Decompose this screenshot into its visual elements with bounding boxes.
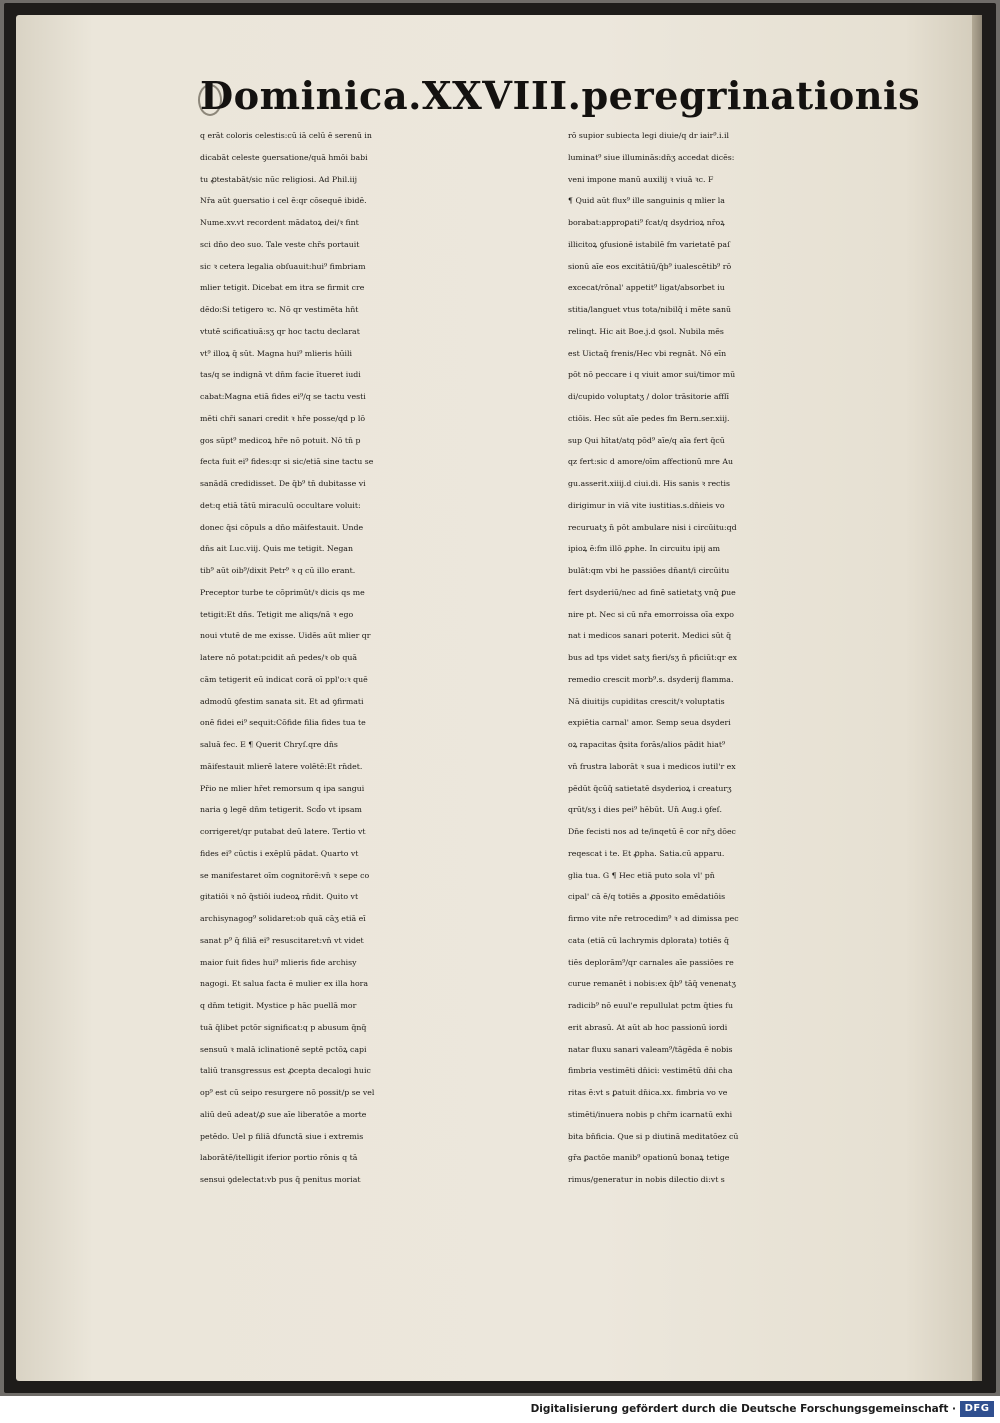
text-line: rimus/generatur in nobis dilectio di:vt s bbox=[568, 1175, 725, 1184]
text-line: Nr̄a aūt ꝯuersatio i cel ē:qr cōsequē ibidē. bbox=[200, 196, 367, 206]
text-line: ipioꝝ ē:fm illō ꝓphe. In circuitu ipij am bbox=[568, 544, 721, 554]
text-line: relinqt. Hic ait Boe.j.d ꝯsol. Nubila mēs bbox=[568, 326, 724, 336]
text-line: Dn̄e fecisti nos ad te/inqetū ē cor nr̄ʒ dōec bbox=[568, 827, 736, 836]
text-line: latere nō potat:pcidit an̄ pedes/ꝛ ob quā bbox=[200, 653, 358, 662]
text-line: fides ei⁹ cūctis i exēplū pādat. Quarto vt bbox=[200, 848, 359, 858]
text-line: reqescat i te. Et ꝓpha. Satia.cū apparu. bbox=[568, 848, 725, 858]
text-line: bulāt:qm vbi he passiōes dn̄ant/i circūitu bbox=[568, 566, 730, 575]
text-line: excecat/rōnal' appetit⁹ ligat/absorbet iu bbox=[568, 283, 725, 293]
text-line: vt⁹ illoꝝ q̄ sūt. Magna hui⁹ mlieris hūili bbox=[200, 348, 353, 358]
text-line: recuruatʒ n̄ pōt ambulare nisi i circūitu:qd bbox=[568, 522, 737, 532]
text-line: ctiōis. Hec sūt aīe pedes fm Bern.ser.xiij. bbox=[568, 413, 730, 423]
text-line: vn̄ frustra laborāt ꝛ sua i medicos iutil'r ex bbox=[568, 761, 736, 771]
text-line: onē fidei ei⁹ sequit:Cōfide filia fides tua te bbox=[200, 718, 366, 728]
text-line: nire pt. Nec si cū nr̄a emorroissa oīa expo bbox=[568, 609, 734, 619]
text-line: tib⁹ aūt oib⁹/dixit Petr⁹ ꝛ q cū illo erant. bbox=[200, 566, 356, 575]
text-line: q dn̄m tetigit. Mystice p hāc puellā mor bbox=[200, 1001, 357, 1010]
text-line: sionū aīe eos excitātiū/q̄b⁹ iualescētib⁹ rō bbox=[568, 261, 732, 271]
text-line: firmo vite nr̄e retrocedim⁹ ꝛ ad dimissa pec bbox=[568, 914, 739, 923]
text-line: gos sūpt⁹ medicoꝝ hr̄e nō potuit. Nō tn̄ p bbox=[200, 435, 361, 445]
text-line: erit abrasū. At aūt ab hoc passionū iordi bbox=[568, 1022, 728, 1032]
text-line: fert dsyderiū/nec ad finē satietatʒ vnq̄ ꝑue bbox=[568, 587, 736, 597]
text-line: glia tua. G ¶ Hec etiā puto sola vl' pn̄ bbox=[568, 870, 715, 880]
text-line: fecta fuit ei⁹ fides:qr si sic/etiā sine tactu se bbox=[200, 457, 374, 467]
text-line: veni impone manū auxilij ꝛ viuā ꝛc. F bbox=[568, 174, 714, 184]
text-line: expiētia carnal' amor. Semp seua dsyderi bbox=[568, 718, 731, 728]
text-line: dirigimur in viā vite iustitias.s.dn̄ieis vo bbox=[568, 500, 725, 510]
text-line: māifestauit mlierē latere volētē:Et rn̄det. bbox=[200, 761, 363, 771]
text-line: qrūt/sʒ i dies pei⁹ hēbūt. Un̄ Aug.i ꝯfeſ. bbox=[568, 805, 722, 815]
text-line: est Uictaq̄ frenis/Hec vbi regnāt. Nō eīn bbox=[568, 348, 727, 358]
text-line: op⁹ est cū seipo resurgere nō possit/p se vel bbox=[200, 1088, 375, 1097]
dfg-logo: DFG bbox=[960, 1401, 994, 1417]
text-line: petēdo. Uel p filiā dfunctā siue i extremis bbox=[200, 1131, 364, 1141]
text-line: laborātē/itelligit iferior portio rōnis q tā bbox=[200, 1153, 358, 1163]
text-line: ¶ Quid aūt flux⁹ ille sanguinis q mlier la bbox=[568, 196, 725, 206]
left-text-column bbox=[200, 125, 570, 1191]
text-line: tiēs deplorām⁹/qr carnales aīe passiōes re bbox=[568, 957, 734, 967]
text-line: gitatiōi ꝛ nō q̄stiōi iudeoꝝ rn̄dit. Quito vt bbox=[200, 892, 359, 902]
text-line: bus ad tps videt satʒ fieri/sʒ n̄ pficiūt:qr ex bbox=[568, 653, 738, 662]
text-line: borabat:approꝑati⁹ fcat/q dsydrioꝝ nr̄oꝝ bbox=[568, 218, 725, 227]
text-line: naria ꝯ legē dn̄m tetigerit. Scd̄o vt ipsam bbox=[200, 805, 362, 815]
text-line: det:q etiā tātū miraculū occultare voluit: bbox=[200, 500, 361, 510]
text-line: illicitoꝝ ꝯfusionē istabilē fm varietatē paſ bbox=[568, 239, 730, 249]
text-line: vtutē scificatiuā:sʒ qr hoc tactu declarat bbox=[200, 326, 360, 336]
text-line: pēdūt q̄cūq̄ satietatē dsyderioꝝ i creaturʒ bbox=[568, 783, 732, 793]
page-edge bbox=[972, 15, 982, 1381]
text-line: dēdo:Si tetigero ꝛc. Nō qr vestimēta hn̄t bbox=[200, 305, 359, 314]
text-line: taliū transgressus est ꝓcepta decalogi huic bbox=[200, 1066, 371, 1076]
right-text-column bbox=[568, 125, 938, 1191]
text-line: dicabāt celeste ꝯuersatione/quā hmōi babi bbox=[200, 152, 368, 162]
text-line: Pr̄io ne mlier hr̄et remorsum q ipa sangui bbox=[200, 783, 365, 793]
text-line: oꝝ rapacitas q̄sita forās/alios pādit hiat⁹ bbox=[568, 740, 726, 749]
text-line: maior fuit fides hui⁹ mlieris fide archisy bbox=[200, 957, 357, 967]
text-line: tuā q̄libet pctōr significat:q p abusum q̄nq̄ bbox=[200, 1022, 367, 1032]
text-line: sanat p⁹ q̄ filiā ei⁹ resuscitaret:vn̄ vt videt bbox=[200, 935, 364, 945]
text-line: pōt nō peccare i q viuit amor sui/timor mū bbox=[568, 370, 736, 380]
text-line: sanādā credidisset. De q̄b⁹ tn̄ dubitasse vi bbox=[200, 479, 366, 488]
text-line: fimbria vestimēti dn̄ici: vestimētū dn̄i cha bbox=[568, 1066, 733, 1076]
footer-bar bbox=[0, 1396, 1000, 1423]
text-line: mēti chr̄i sanari credit ꝛ hr̄e posse/qd p lō bbox=[200, 413, 366, 423]
text-line: Nā diuitijs cupiditas crescit/ꝛ voluptatis bbox=[568, 696, 725, 706]
text-line: aliū deū adeat/ꝓ sue aīe liberatōe a morte bbox=[200, 1109, 367, 1119]
text-line: Nume.xv.vt recordent mādatoꝝ dei/ꝛ fint bbox=[200, 218, 359, 227]
text-line: sup Qui hītat/atq pōd⁹ aīe/q aīa fert q̄cū bbox=[568, 435, 725, 445]
text-line: stimēti/inuera nobis p chr̄m icarnatū exhi bbox=[568, 1109, 733, 1119]
text-line: donec q̄si cōpuls a dn̄o māifestauit. Unde bbox=[200, 522, 364, 532]
text-line: admodū ꝯfestim sanata sit. Et ad ꝯfirmati bbox=[200, 696, 364, 706]
text-line: noui vtutē de me exisse. Uidēs aūt mlier qr bbox=[200, 631, 371, 641]
footer-credit: Digitalisierung gefördert durch die Deutsche Forschungsgemeinschaft · bbox=[530, 1403, 956, 1415]
text-line: cipal' cā ē/q totiēs a ꝓposito emēdatiōis bbox=[568, 892, 726, 902]
text-line: sensui ꝯdelectat:vb pus q̄ penitus moriat bbox=[200, 1175, 361, 1184]
text-line: tetigit:Et dn̄s. Tetigit me aliqs/nā ꝛ ego bbox=[200, 609, 354, 619]
text-line: cata (etiā cū lachrymis dplorata) totiēs q̄ bbox=[568, 935, 729, 945]
text-line: gu.asserit.xiiij.d ciui.di. His sanis ꝛ rectis bbox=[568, 479, 731, 488]
text-line: nat i medicos sanari poterit. Medici sūt q̄ bbox=[568, 631, 732, 641]
text-line: Preceptor turbe te cōprimūt/ꝛ dicis qs me bbox=[200, 587, 365, 597]
text-line: stitia/languet vtus tota/nibilq̄ i mēte sanū bbox=[568, 305, 732, 314]
text-line: se manifestaret oīm cognitorē:vn̄ ꝛ sepe co bbox=[200, 870, 370, 880]
text-line: cabat:Magna etiā fides ei⁹/q se tactu vesti bbox=[200, 392, 366, 401]
text-line: radicib⁹ nō euul'e repullulat pctm q̄ties fu bbox=[568, 1001, 733, 1010]
text-line: tas/q se indignā vt dn̄m facie ītueret iudi bbox=[200, 370, 361, 380]
text-line: bita bn̄ficia. Que si p diutinā meditatōez cū bbox=[568, 1131, 739, 1141]
running-head: Dominica.XXVIII.peregrinationis bbox=[200, 74, 921, 119]
text-line: gr̄a ꝑactōe manib⁹ opationū bonaꝝ tetige bbox=[568, 1153, 730, 1163]
text-line: di/cupido voluptatʒ / dolor trāsitorie afflī bbox=[568, 392, 730, 401]
text-line: saluā fec. E ¶ Querit Chryſ.qre dn̄s bbox=[200, 740, 338, 749]
text-line: qz fert:sic d amore/oīm affectionū mre Au bbox=[568, 457, 734, 467]
text-line: remedio crescit morb⁹.s. dsyderij flamma. bbox=[568, 674, 734, 684]
text-line: tu ꝓtestabāt/sic nūc religiosi. Ad Phil.iij bbox=[200, 174, 358, 184]
text-line: corrigeret/qr putabat deū latere. Tertio vt bbox=[200, 827, 366, 836]
text-line: nagogi. Et salua facta ē mulier ex illa hora bbox=[200, 979, 369, 989]
text-line: ritas ē:vt s ꝑatuit dn̄ica.xx. fimbria vo ve bbox=[568, 1088, 728, 1097]
text-line: natar fluxu sanari valeam⁹/tāgēda ē nobis bbox=[568, 1044, 733, 1054]
text-line: sic ꝛ cetera legalia obſuauit:hui⁹ fimbriam bbox=[200, 261, 366, 271]
text-line: sci dn̄o deo suo. Tale veste chr̄s portauit bbox=[200, 239, 360, 249]
text-line: q erāt coloris celestis:cū iā celū ē serenū in bbox=[200, 131, 372, 140]
text-line: sensuū ꝛ malā iclinationē septē pctōꝝ capi bbox=[200, 1044, 367, 1054]
text-line: dn̄s ait Luc.viij. Quis me tetigit. Negan bbox=[200, 544, 353, 554]
text-line: cām tetigerit eū indicat corā oī ppl'o:ꝛ quē bbox=[200, 674, 368, 684]
text-line: luminat⁹ siue illuminās:dn̄ʒ accedat dicēs: bbox=[568, 152, 735, 162]
text-line: archisynagog⁹ solidaret:ob quā cāʒ etiā eī bbox=[200, 914, 366, 923]
text-line: rō supior subiecta legi diuie/q dr iair⁹.i.il bbox=[568, 131, 729, 140]
text-line: mlier tetigit. Dicebat em itra se firmit cre bbox=[200, 283, 365, 293]
text-line: curue remanēt i nobis:ex q̄b⁹ tāq̄ venenatʒ bbox=[568, 979, 736, 989]
